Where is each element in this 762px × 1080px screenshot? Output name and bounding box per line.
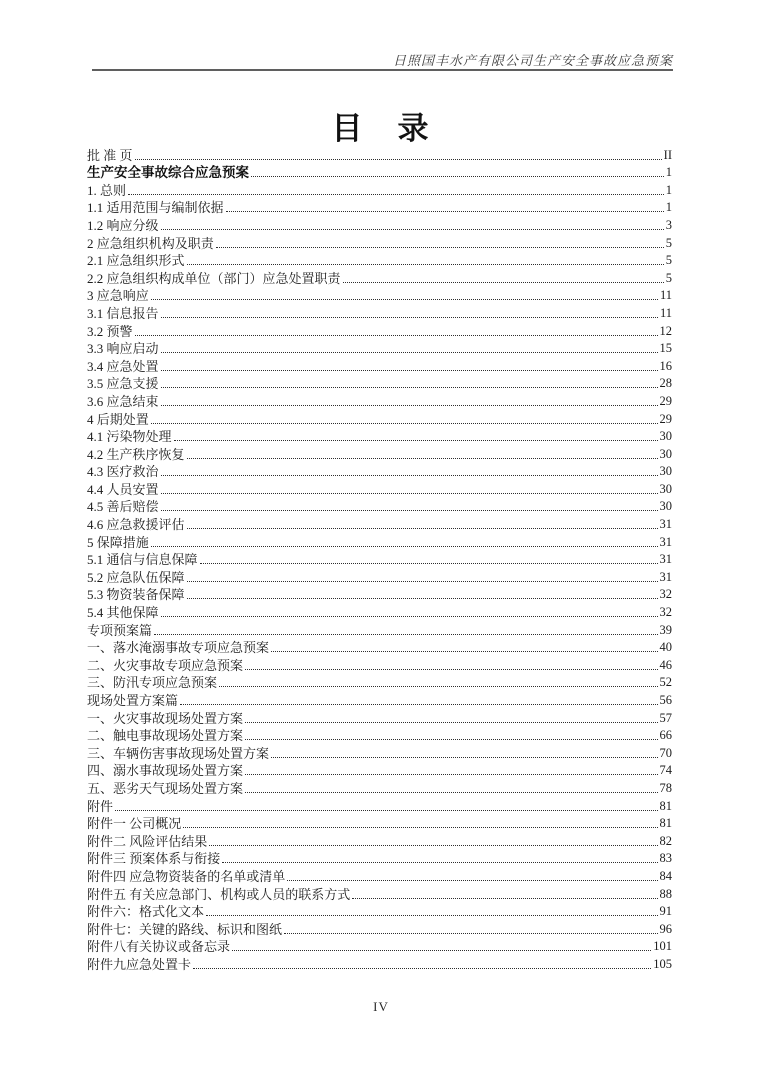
toc-entry-page: 57 [659,710,672,725]
dot-leader [174,440,658,441]
toc-entry[interactable] [87,867,672,885]
toc-entry-page: 52 [659,675,672,690]
toc-entry[interactable] [87,287,672,305]
dot-leader [115,810,657,811]
dot-leader [161,493,658,494]
toc-entry-label: 4.5 善后赔偿 [87,499,159,515]
toc-entry-page: 81 [659,798,672,813]
toc-entry[interactable] [87,322,672,340]
toc-entry-label: 3.4 应急处置 [87,358,159,374]
toc-entry-page: 84 [659,868,672,883]
toc-entry-label: 5.1 通信与信息保障 [87,552,198,568]
toc-entry-page: 31 [659,552,672,567]
dot-leader [245,739,657,740]
toc-entry-page: 29 [659,393,672,408]
toc-entry[interactable] [87,357,672,375]
toc-entry-label: 附件一 公司概况 [87,816,182,832]
dot-leader [206,915,657,916]
toc-entry-page: 11 [659,305,672,320]
toc-entry[interactable] [87,815,672,833]
dot-leader [271,651,657,652]
toc-entry-label: 三、防汛专项应急预案 [87,675,218,691]
toc-entry-page: 29 [659,411,672,426]
toc-entry[interactable] [87,181,672,199]
dot-leader [343,282,664,283]
toc-entry[interactable] [87,832,672,850]
toc-entry[interactable] [87,410,672,428]
toc-entry-label: 一、火灾事故现场处置方案 [87,710,244,726]
toc-entry[interactable] [87,744,672,762]
toc-entry-label: 5 保障措施 [87,534,149,550]
toc-entry-label: 二、触电事故现场处置方案 [87,728,244,744]
dot-leader [284,933,657,934]
toc-entry-label: 1.1 适用范围与编制依据 [87,200,224,216]
toc-entry-page: 5 [665,270,672,285]
toc-entry-page: 28 [659,376,672,391]
toc-entry[interactable] [87,392,672,410]
toc-entry-label: 附件二 风险评估结果 [87,833,208,849]
dot-leader [187,528,658,529]
toc-entry[interactable] [87,603,672,621]
toc-entry-label: 5.3 物资装备保障 [87,587,185,603]
dot-leader [180,704,657,705]
toc-entry-label: 批 准 页 [87,147,133,163]
toc-entry-page: 70 [659,745,672,760]
toc-entry-page: 32 [659,587,672,602]
toc-entry-label: 3.6 应急结束 [87,393,159,409]
toc-entry[interactable] [87,797,672,815]
toc-entry[interactable] [87,515,672,533]
toc-entry[interactable] [87,199,672,217]
dot-leader [200,563,658,564]
toc-entry-page: 30 [659,429,672,444]
toc-entry[interactable] [87,691,672,709]
toc-entry-label: 附件六：格式化文本 [87,904,205,920]
dot-leader [154,634,657,635]
dot-leader [219,686,657,687]
dot-leader [151,423,658,424]
header-rule [92,69,673,71]
dot-leader [232,950,651,951]
dot-leader [161,510,658,511]
toc-entry-label: 三、车辆伤害事故现场处置方案 [87,745,270,761]
footer-page-number: IV [373,999,389,1014]
toc-entry-label: 生产安全事故综合应急预案 [87,165,249,181]
dot-leader [161,317,658,318]
toc-entry[interactable] [87,533,672,551]
toc-entry[interactable] [87,885,672,903]
toc-entry[interactable] [87,146,672,164]
toc-entry[interactable] [87,938,672,956]
toc-entry-label: 3 应急响应 [87,288,149,304]
toc-entry-label: 3.5 应急支援 [87,376,159,392]
page-footer [0,999,762,1015]
dot-leader [352,898,657,899]
toc-entry-page: 81 [659,816,672,831]
toc-entry-label: 现场处置方案篇 [87,693,179,708]
toc-entry[interactable] [87,498,672,516]
toc-entry-page: 16 [659,358,672,373]
dot-leader [251,176,664,177]
dot-leader [245,774,657,775]
dot-leader [161,387,658,388]
dot-leader [193,968,651,969]
dot-leader [209,845,657,846]
dot-leader [161,616,658,617]
toc-entry-page: 31 [659,569,672,584]
toc-entry-label: 二、火灾事故专项应急预案 [87,657,244,673]
toc-entry-label: 4.2 生产秩序恢复 [87,446,185,462]
toc-entry-label: 附件七：关键的路线、标识和图纸 [87,921,283,937]
toc-entry-page: 82 [659,833,672,848]
toc-entry[interactable] [87,428,672,446]
toc-entry[interactable] [87,586,672,604]
toc-entry-label: 5.2 应急队伍保障 [87,569,185,585]
toc-entry-page: 83 [659,851,672,866]
dot-leader [245,792,657,793]
toc-entry[interactable] [87,375,672,393]
toc-entry-label: 3.2 预警 [87,323,133,339]
toc-entry[interactable] [87,674,672,692]
toc-entry[interactable] [87,920,672,938]
toc-entry-label: 五、恶劣天气现场处置方案 [87,780,244,796]
toc-entry-label: 1.2 响应分级 [87,217,159,233]
toc-entry-label: 一、落水淹溺事故专项应急预案 [87,640,270,656]
toc-entry-label: 附件九应急处置卡 [87,956,192,972]
toc-entry-page: 31 [659,534,672,549]
toc-entry[interactable] [87,551,672,569]
toc-entry-label: 4.1 污染物处理 [87,429,172,445]
toc-entry[interactable] [87,955,672,973]
toc-entry-page: 105 [653,956,672,971]
toc-entry-page: 96 [659,921,672,936]
toc-entry-page: 12 [659,323,672,338]
toc-entry-label: 3.1 信息报告 [87,305,159,321]
dot-leader [161,229,664,230]
toc-entry-label: 4 后期处置 [87,411,149,427]
toc-entry-page: 1 [665,200,672,215]
dot-leader [187,458,658,459]
toc-entry-label: 5.4 其他保障 [87,605,159,621]
toc-entry-page: 30 [659,464,672,479]
dot-leader [245,722,657,723]
toc-entry[interactable] [87,709,672,727]
toc-entry-page: II [663,147,672,162]
toc-entry-label: 专项预案篇 [87,622,153,638]
toc-entry-page: 46 [659,657,672,672]
toc-entry-label: 4.4 人员安置 [87,481,159,497]
dot-leader [151,546,658,547]
dot-leader [161,475,658,476]
toc-entry[interactable] [87,656,672,674]
toc-entry[interactable] [87,621,672,639]
toc-entry-page: 32 [659,605,672,620]
toc-entry-label: 3.3 响应启动 [87,341,159,357]
dot-leader [226,211,664,212]
toc-entry[interactable] [87,234,672,252]
toc-entry-label: 附件五 有关应急部门、机构或人员的联系方式 [87,886,351,902]
dot-leader [271,757,657,758]
toc-entry-page: 3 [665,217,672,232]
dot-leader [161,352,658,353]
toc-entry-page: 5 [665,235,672,250]
toc-entry-label: 2.1 应急组织形式 [87,253,185,269]
dot-leader [245,669,657,670]
toc-entry-label: 2.2 应急组织构成单位（部门）应急处置职责 [87,270,341,286]
toc-entry-page: 40 [659,640,672,655]
toc-entry-label: 附件八有关协议或备忘录 [87,939,231,955]
dot-leader [187,581,658,582]
toc-entry-page: 1 [665,182,672,197]
toc-entry[interactable] [87,164,672,182]
dot-leader [135,159,662,160]
page-title: 目 录 [331,111,431,146]
dot-leader [161,405,658,406]
toc-entry-page: 11 [659,288,672,303]
dot-leader [183,827,657,828]
dot-leader [216,247,664,248]
toc-entry-page: 5 [665,253,672,268]
toc-entry[interactable] [87,252,672,270]
dot-leader [187,598,658,599]
toc-entry[interactable] [87,850,672,868]
toc-entry[interactable] [87,727,672,745]
toc-entry-label: 1. 总则 [87,182,127,198]
toc-entry[interactable] [87,304,672,322]
dot-leader [128,194,664,195]
toc-entry-page: 66 [659,728,672,743]
toc-entry[interactable] [87,639,672,657]
dot-leader [222,862,657,863]
toc-entry-page: 101 [653,939,672,954]
toc-entry-label: 四、溺水事故现场处置方案 [87,763,244,779]
toc-entry[interactable] [87,762,672,780]
toc-entry[interactable] [87,903,672,921]
header-title: 日照国丰水产有限公司生产安全事故应急预案 [392,53,673,68]
toc-entry[interactable] [87,463,672,481]
toc-entry-label: 附件四 应急物资装备的名单或清单 [87,868,286,884]
toc-entry[interactable] [87,216,672,234]
toc-entry[interactable] [87,779,672,797]
toc-entry[interactable] [87,269,672,287]
toc-entry-page: 78 [659,780,672,795]
toc-entry-page: 39 [659,622,672,637]
toc-entry-page: 30 [659,481,672,496]
dot-leader [187,264,664,265]
dot-leader [287,880,657,881]
toc-entry-label: 4.3 医疗救治 [87,464,159,480]
toc-entry-page: 31 [659,517,672,532]
toc-entry[interactable] [87,445,672,463]
toc-entry-label: 附件三 预案体系与衔接 [87,851,221,867]
toc-entry-page: 15 [659,341,672,356]
toc-entry-label: 2 应急组织机构及职责 [87,235,214,251]
dot-leader [151,299,658,300]
toc-entry-page: 91 [659,904,672,919]
toc-entry-page: 56 [659,693,672,707]
toc-entry-page: 30 [659,499,672,514]
toc-entry[interactable] [87,480,672,498]
toc-entry-page: 74 [659,763,672,778]
toc-entry[interactable] [87,340,672,358]
toc-entry-label: 附件 [87,798,114,814]
toc-entry-page: 1 [665,165,672,180]
toc-entry[interactable] [87,568,672,586]
toc-entry-page: 88 [659,886,672,901]
toc-entry-page: 30 [659,446,672,461]
toc-entry-label: 4.6 应急救援评估 [87,517,185,533]
dot-leader [135,335,658,336]
dot-leader [161,370,658,371]
toc-list [87,146,672,973]
